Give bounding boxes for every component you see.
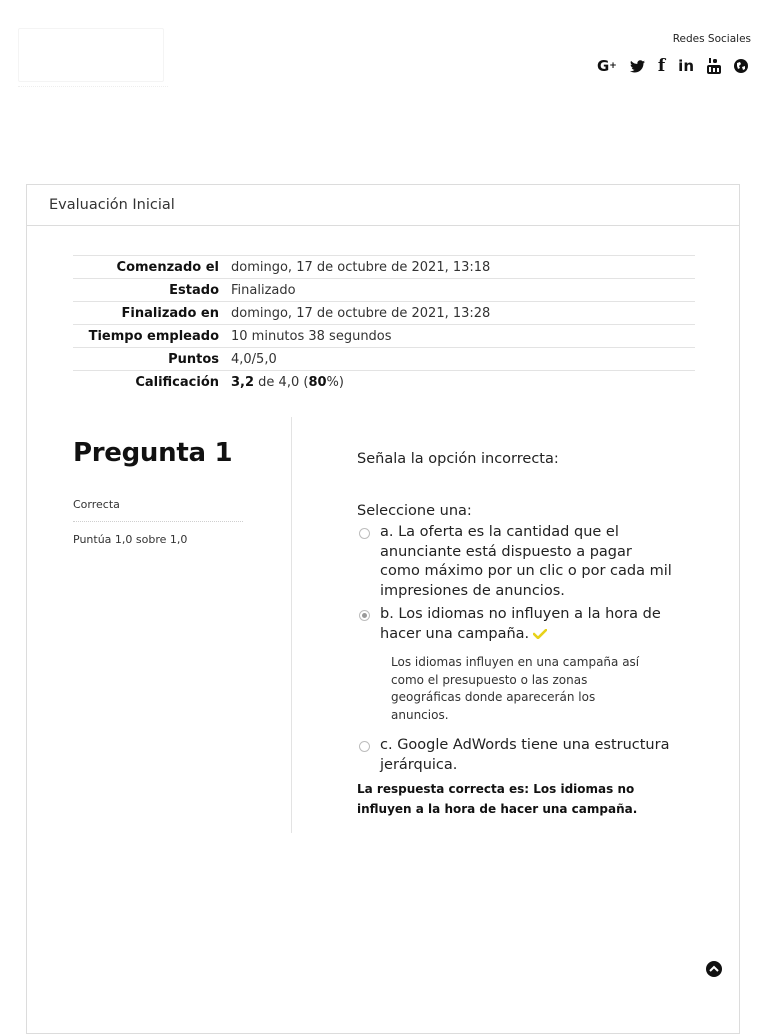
google-plus-sign: + xyxy=(609,61,617,71)
option-label: a. La oferta es la cantidad que el anunciante está dispuesto a pagar como máximo por un clic o por cada mil impresiones de anuncios. xyxy=(380,524,672,599)
summary-label: Comenzado el xyxy=(116,259,219,275)
youtube-icon[interactable] xyxy=(707,57,721,75)
correct-check-icon xyxy=(533,629,547,639)
attempt-summary-table xyxy=(73,255,695,393)
google-plus-letter: G xyxy=(596,57,610,75)
grade-middle: de 4,0 ( xyxy=(254,374,309,390)
answer-option-a[interactable] xyxy=(357,523,677,601)
summary-value: domingo, 17 de octubre de 2021, 13:18 xyxy=(231,259,491,275)
summary-row-grade xyxy=(73,371,695,394)
logo-tagline xyxy=(18,86,168,93)
facebook-icon[interactable]: f xyxy=(657,56,666,76)
question-divider xyxy=(291,417,292,833)
question-info xyxy=(73,438,243,546)
summary-value: 10 minutos 38 segundos xyxy=(231,328,392,344)
summary-value: 4,0/5,0 xyxy=(231,351,277,367)
question-title: Pregunta 1 xyxy=(73,438,233,468)
grade-end: %) xyxy=(326,374,344,390)
summary-row xyxy=(73,325,695,348)
quiz-review-card xyxy=(26,184,740,1034)
twitter-icon[interactable] xyxy=(630,57,645,75)
grade-value xyxy=(225,371,695,394)
linkedin-icon[interactable]: in xyxy=(678,57,694,75)
answer-prompt: Seleccione una: xyxy=(357,503,472,519)
answer-option-c[interactable] xyxy=(357,736,677,775)
summary-value: domingo, 17 de octubre de 2021, 13:28 xyxy=(231,305,491,321)
summary-label: Puntos xyxy=(168,351,219,367)
question-content xyxy=(357,451,677,819)
option-label-wrap xyxy=(380,605,674,644)
question-grade: Puntúa 1,0 sobre 1,0 xyxy=(73,533,188,546)
question-text: Señala la opción incorrecta: xyxy=(357,451,559,467)
chevron-up-icon xyxy=(709,965,719,973)
summary-row xyxy=(73,256,695,279)
social-icons xyxy=(597,57,748,75)
correct-answer: La respuesta correcta es: Los idiomas no influyen a la hora de hacer una campaña. xyxy=(357,782,638,816)
grade-percent: 80 xyxy=(308,374,327,390)
option-label: c. Google AdWords tiene una estructura jerárquica. xyxy=(380,737,670,773)
globe-icon[interactable] xyxy=(734,57,748,75)
google-plus-icon[interactable] xyxy=(597,57,617,75)
summary-label: Tiempo empleado xyxy=(88,328,219,344)
summary-label: Estado xyxy=(169,282,219,298)
scroll-to-top-button[interactable] xyxy=(706,961,722,977)
card-title: Evaluación Inicial xyxy=(27,185,739,226)
summary-row xyxy=(73,302,695,325)
summary-row xyxy=(73,348,695,371)
option-label: b. Los idiomas no influyen a la hora de hacer una campaña. xyxy=(380,606,661,642)
summary-value: Finalizado xyxy=(231,282,296,298)
summary-label: Finalizado en xyxy=(121,305,219,321)
summary-row xyxy=(73,279,695,302)
answer-option-b[interactable] xyxy=(357,605,677,644)
site-logo[interactable] xyxy=(18,28,164,82)
radio-button-selected[interactable] xyxy=(359,610,370,621)
social-label: Redes Sociales xyxy=(672,33,751,45)
radio-button[interactable] xyxy=(359,528,370,539)
grade-score: 3,2 xyxy=(231,374,255,390)
radio-button[interactable] xyxy=(359,741,370,752)
question-state: Correcta xyxy=(73,498,243,522)
option-feedback: Los idiomas influyen en una campaña así como el presupuesto o las zonas geográficas donde aparecerán los anuncios. xyxy=(391,655,640,722)
grade-label: Calificación xyxy=(135,374,219,390)
